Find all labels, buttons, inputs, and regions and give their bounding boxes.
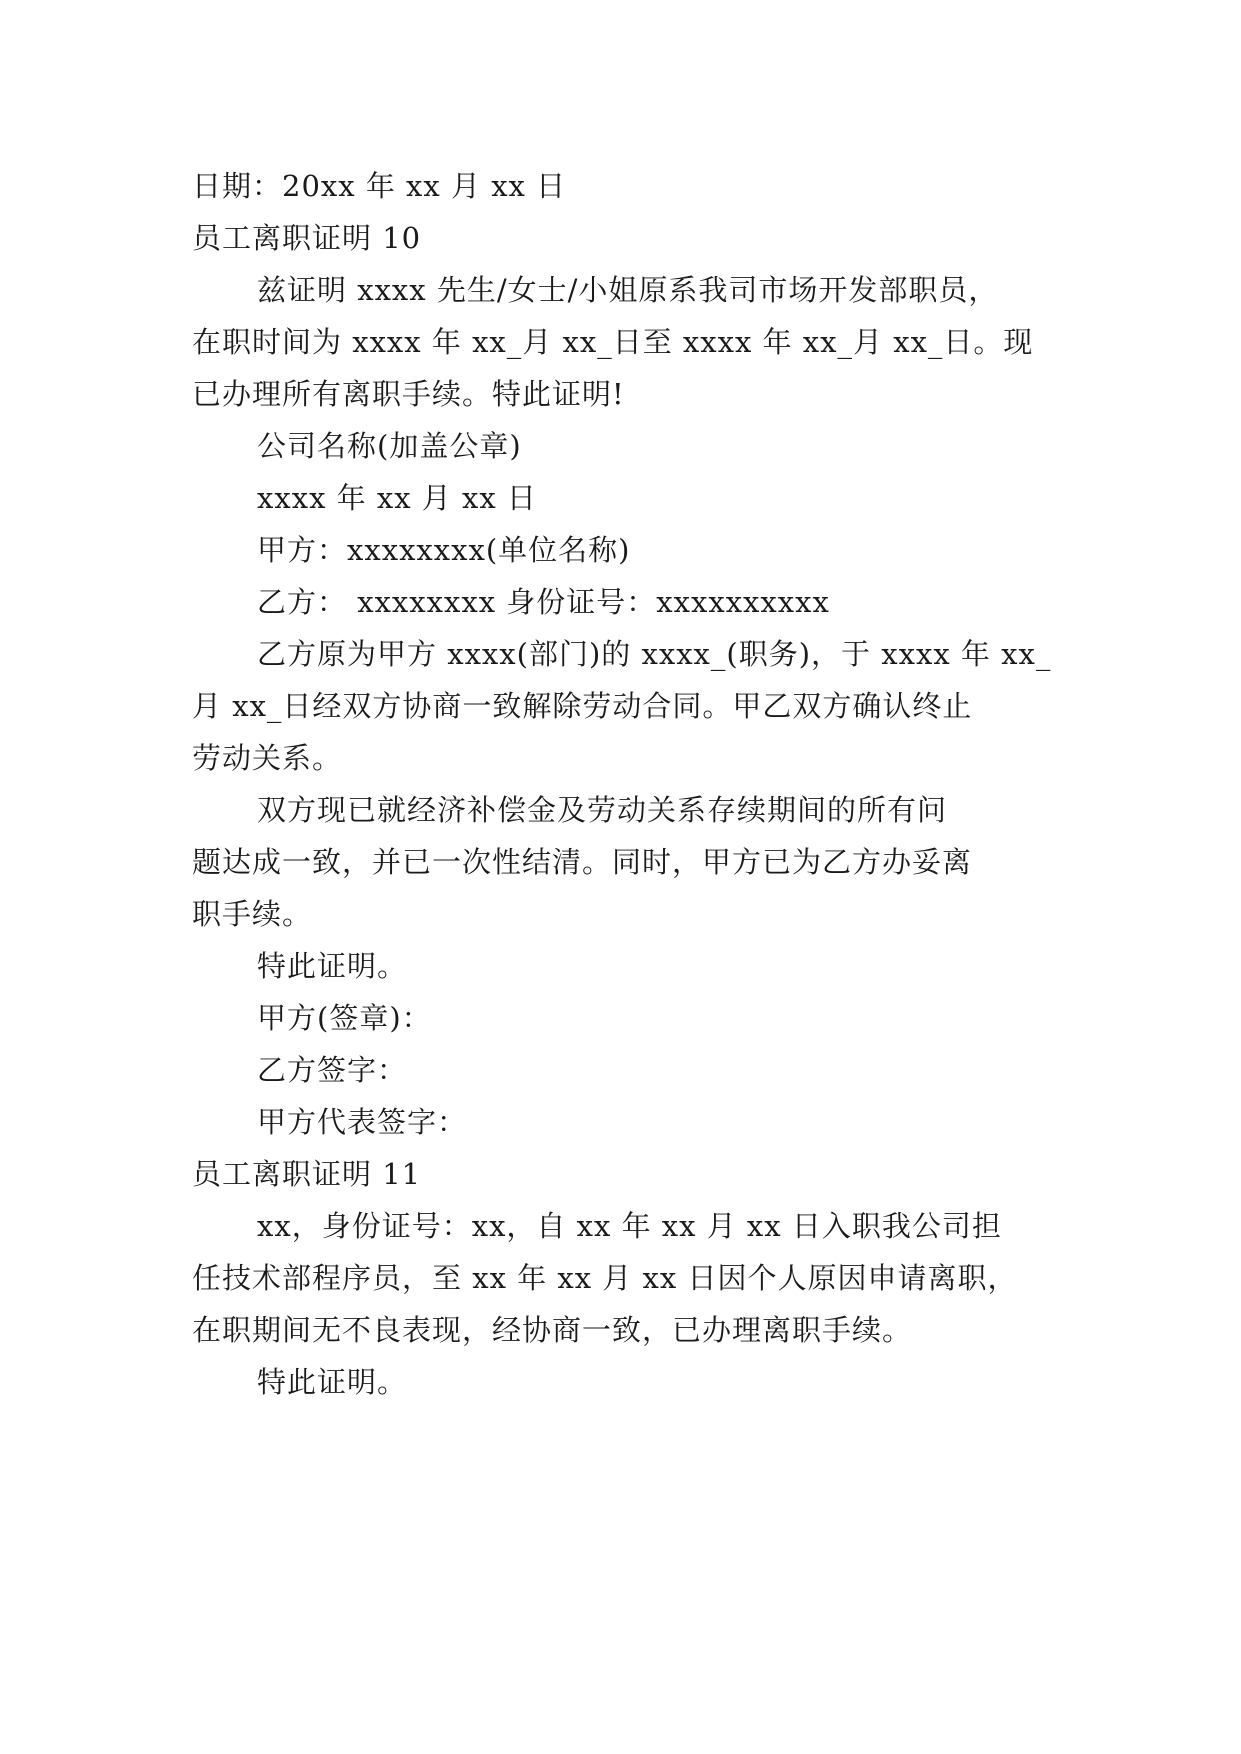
paragraph-line: 双方现已就经济补偿金及劳动关系存续期间的所有问 <box>257 793 948 827</box>
paragraph-line: 乙方原为甲方 xxxx(部门)的 xxxx_(职务)，于 xxxx 年 xx_ <box>257 637 1052 671</box>
signature-line: 甲方代表签字： <box>257 1105 468 1139</box>
date-line: 日期：20xx 年 xx 月 xx 日 <box>192 169 567 203</box>
paragraph-line: 在职期间无不良表现，经协商一致，已办理离职手续。 <box>192 1313 913 1347</box>
paragraph-line: 在职时间为 xxxx 年 xx_月 xx_日至 xxxx 年 xx_月 xx_日。现 <box>192 325 1034 359</box>
date-line: xxxx 年 xx 月 xx 日 <box>257 481 537 515</box>
party-a-line: 甲方：xxxxxxxx(单位名称) <box>257 533 631 567</box>
paragraph-line: 劳动关系。 <box>192 741 343 775</box>
closing-line: 特此证明。 <box>257 1365 408 1399</box>
section-heading-11: 员工离职证明 11 <box>192 1157 422 1191</box>
signature-line: 甲方(签章)： <box>257 1001 432 1035</box>
party-b-line: 乙方： xxxxxxxx 身份证号：xxxxxxxxxx <box>257 585 830 619</box>
paragraph-line: 任技术部程序员，至 xx 年 xx 月 xx 日因个人原因申请离职， <box>192 1261 1018 1295</box>
company-name-line: 公司名称(加盖公章) <box>257 429 522 463</box>
paragraph-line: 已办理所有离职手续。特此证明! <box>192 377 625 411</box>
paragraph-line: 题达成一致，并已一次性结清。同时，甲方已为乙方办妥离 <box>192 845 973 879</box>
closing-line: 特此证明。 <box>257 949 408 983</box>
paragraph-line: 兹证明 xxxx 先生/女士/小姐原系我司市场开发部职员， <box>257 273 999 307</box>
paragraph-line: 职手续。 <box>192 897 313 931</box>
section-heading-10: 员工离职证明 10 <box>192 221 422 255</box>
paragraph-line: xx，身份证号：xx，自 xx 年 xx 月 xx 日入职我公司担 <box>257 1209 1002 1243</box>
paragraph-line: 月 xx_日经双方协商一致解除劳动合同。甲乙双方确认终止 <box>192 689 973 723</box>
signature-line: 乙方签字： <box>257 1053 408 1087</box>
